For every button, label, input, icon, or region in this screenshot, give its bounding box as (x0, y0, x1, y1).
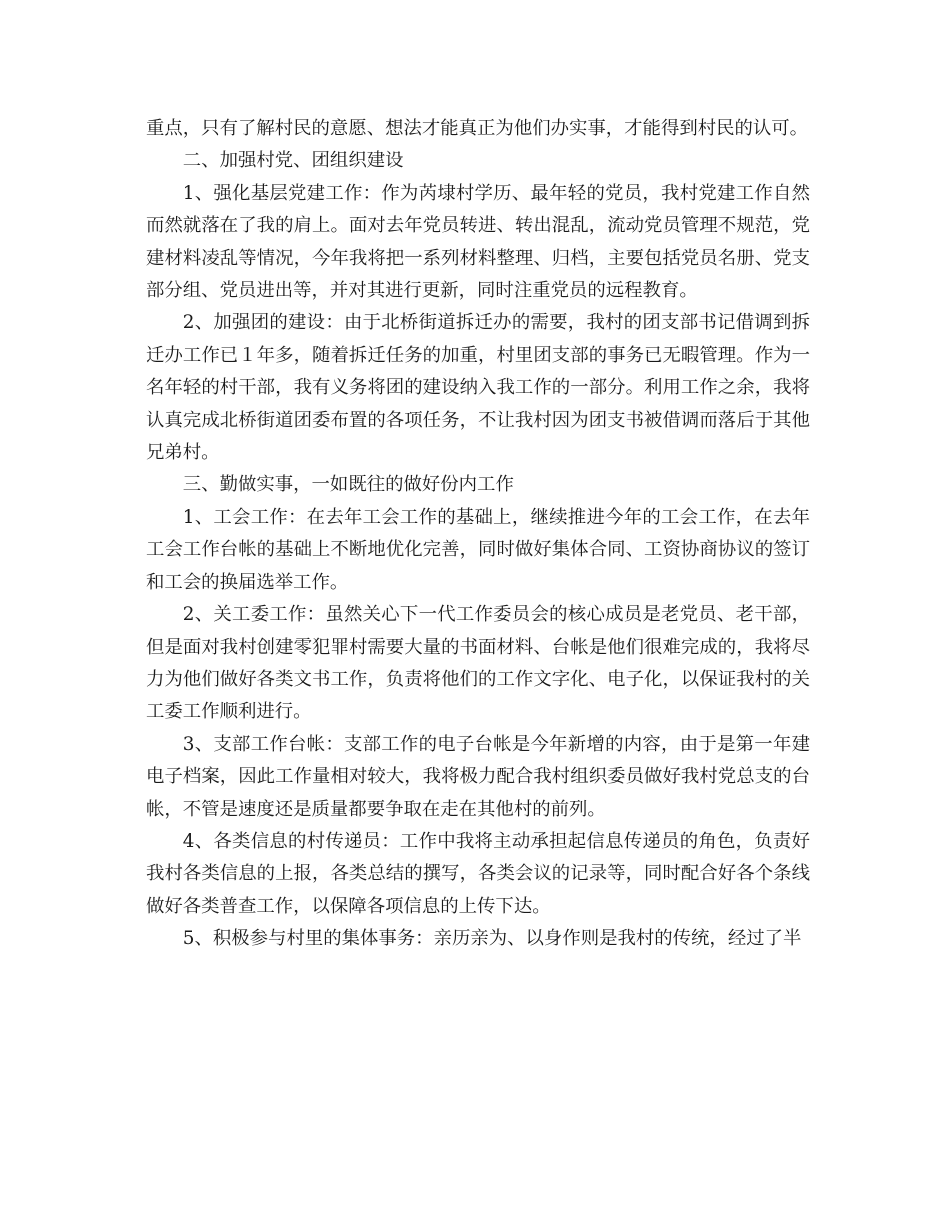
document-body (146, 113, 810, 956)
paragraph-league-building: 2、加强团的建设：由于北桥街道拆迁办的需要，我村的团支部书记借调到拆迁办工作已１年多，随着拆迁任务的加重，村里团支部的事务已无暇管理。作为一名年轻的村干部，我有义务将团的建设纳入我工作的一部分。利用工作之余，我将认真完成北桥街道团委布置的各项任务，不让我村因为团支书被借调而落后于其他兄弟村。 (146, 312, 810, 464)
paragraph-union-work: 1、工会工作：在去年工会工作的基础上，继续推进今年的工会工作，在去年工会工作台帐的基础上不断地优化完善，同时做好集体合同、工资协商协议的签订和工会的换届选举工作。 (146, 506, 810, 593)
section-heading-2: 二、加强村党、团组织建设 (182, 150, 404, 172)
section-heading-3: 三、勤做实事，一如既往的做好份内工作 (182, 474, 514, 496)
paragraph-collective-affairs: 5、积极参与村里的集体事务：亲历亲为、以身作则是我村的传统，经过了半 (182, 928, 802, 950)
paragraph-youth-committee: 2、关工委工作：虽然关心下一代工作委员会的核心成员是老党员、老干部，但是面对我村创建零犯罪村需要大量的书面材料、台帐是他们很难完成的，我将尽力为他们做好各类文书工作，负责将他们的工作文字化、电子化，以保证我村的关工委工作顺利进行。 (146, 604, 810, 723)
paragraph-branch-ledger: 3、支部工作台帐：支部工作的电子台帐是今年新增的内容，由于是第一年建电子档案，因此工作量相对较大，我将极力配合我村组织委员做好我村党总支的台帐，不管是速度还是质量都要争取在走在其他村的前列。 (146, 733, 810, 820)
paragraph-party-building: 1、强化基层党建工作：作为芮埭村学历、最年轻的党员，我村党建工作自然而然就落在了我的肩上。面对去年党员转进、转出混乱，流动党员管理不规范，党建材料凌乱等情况，今年我将把一系列材料整理、归档，主要包括党员名册、党支部分组、党员进出等，并对其进行更新，同时注重党员的远程教育。 (146, 182, 810, 302)
paragraph-intro-continuation: 重点，只有了解村民的意愿、想法才能真正为他们办实事，才能得到村民的认可。 (146, 118, 809, 139)
paragraph-info-relay: 4、各类信息的村传递员：工作中我将主动承担起信息传递员的角色，负责好我村各类信息的上报，各类总结的撰写，各类会议的记录等，同时配合好各个条线做好各类普查工作，以保障各项信息的上传下达。 (146, 830, 810, 917)
